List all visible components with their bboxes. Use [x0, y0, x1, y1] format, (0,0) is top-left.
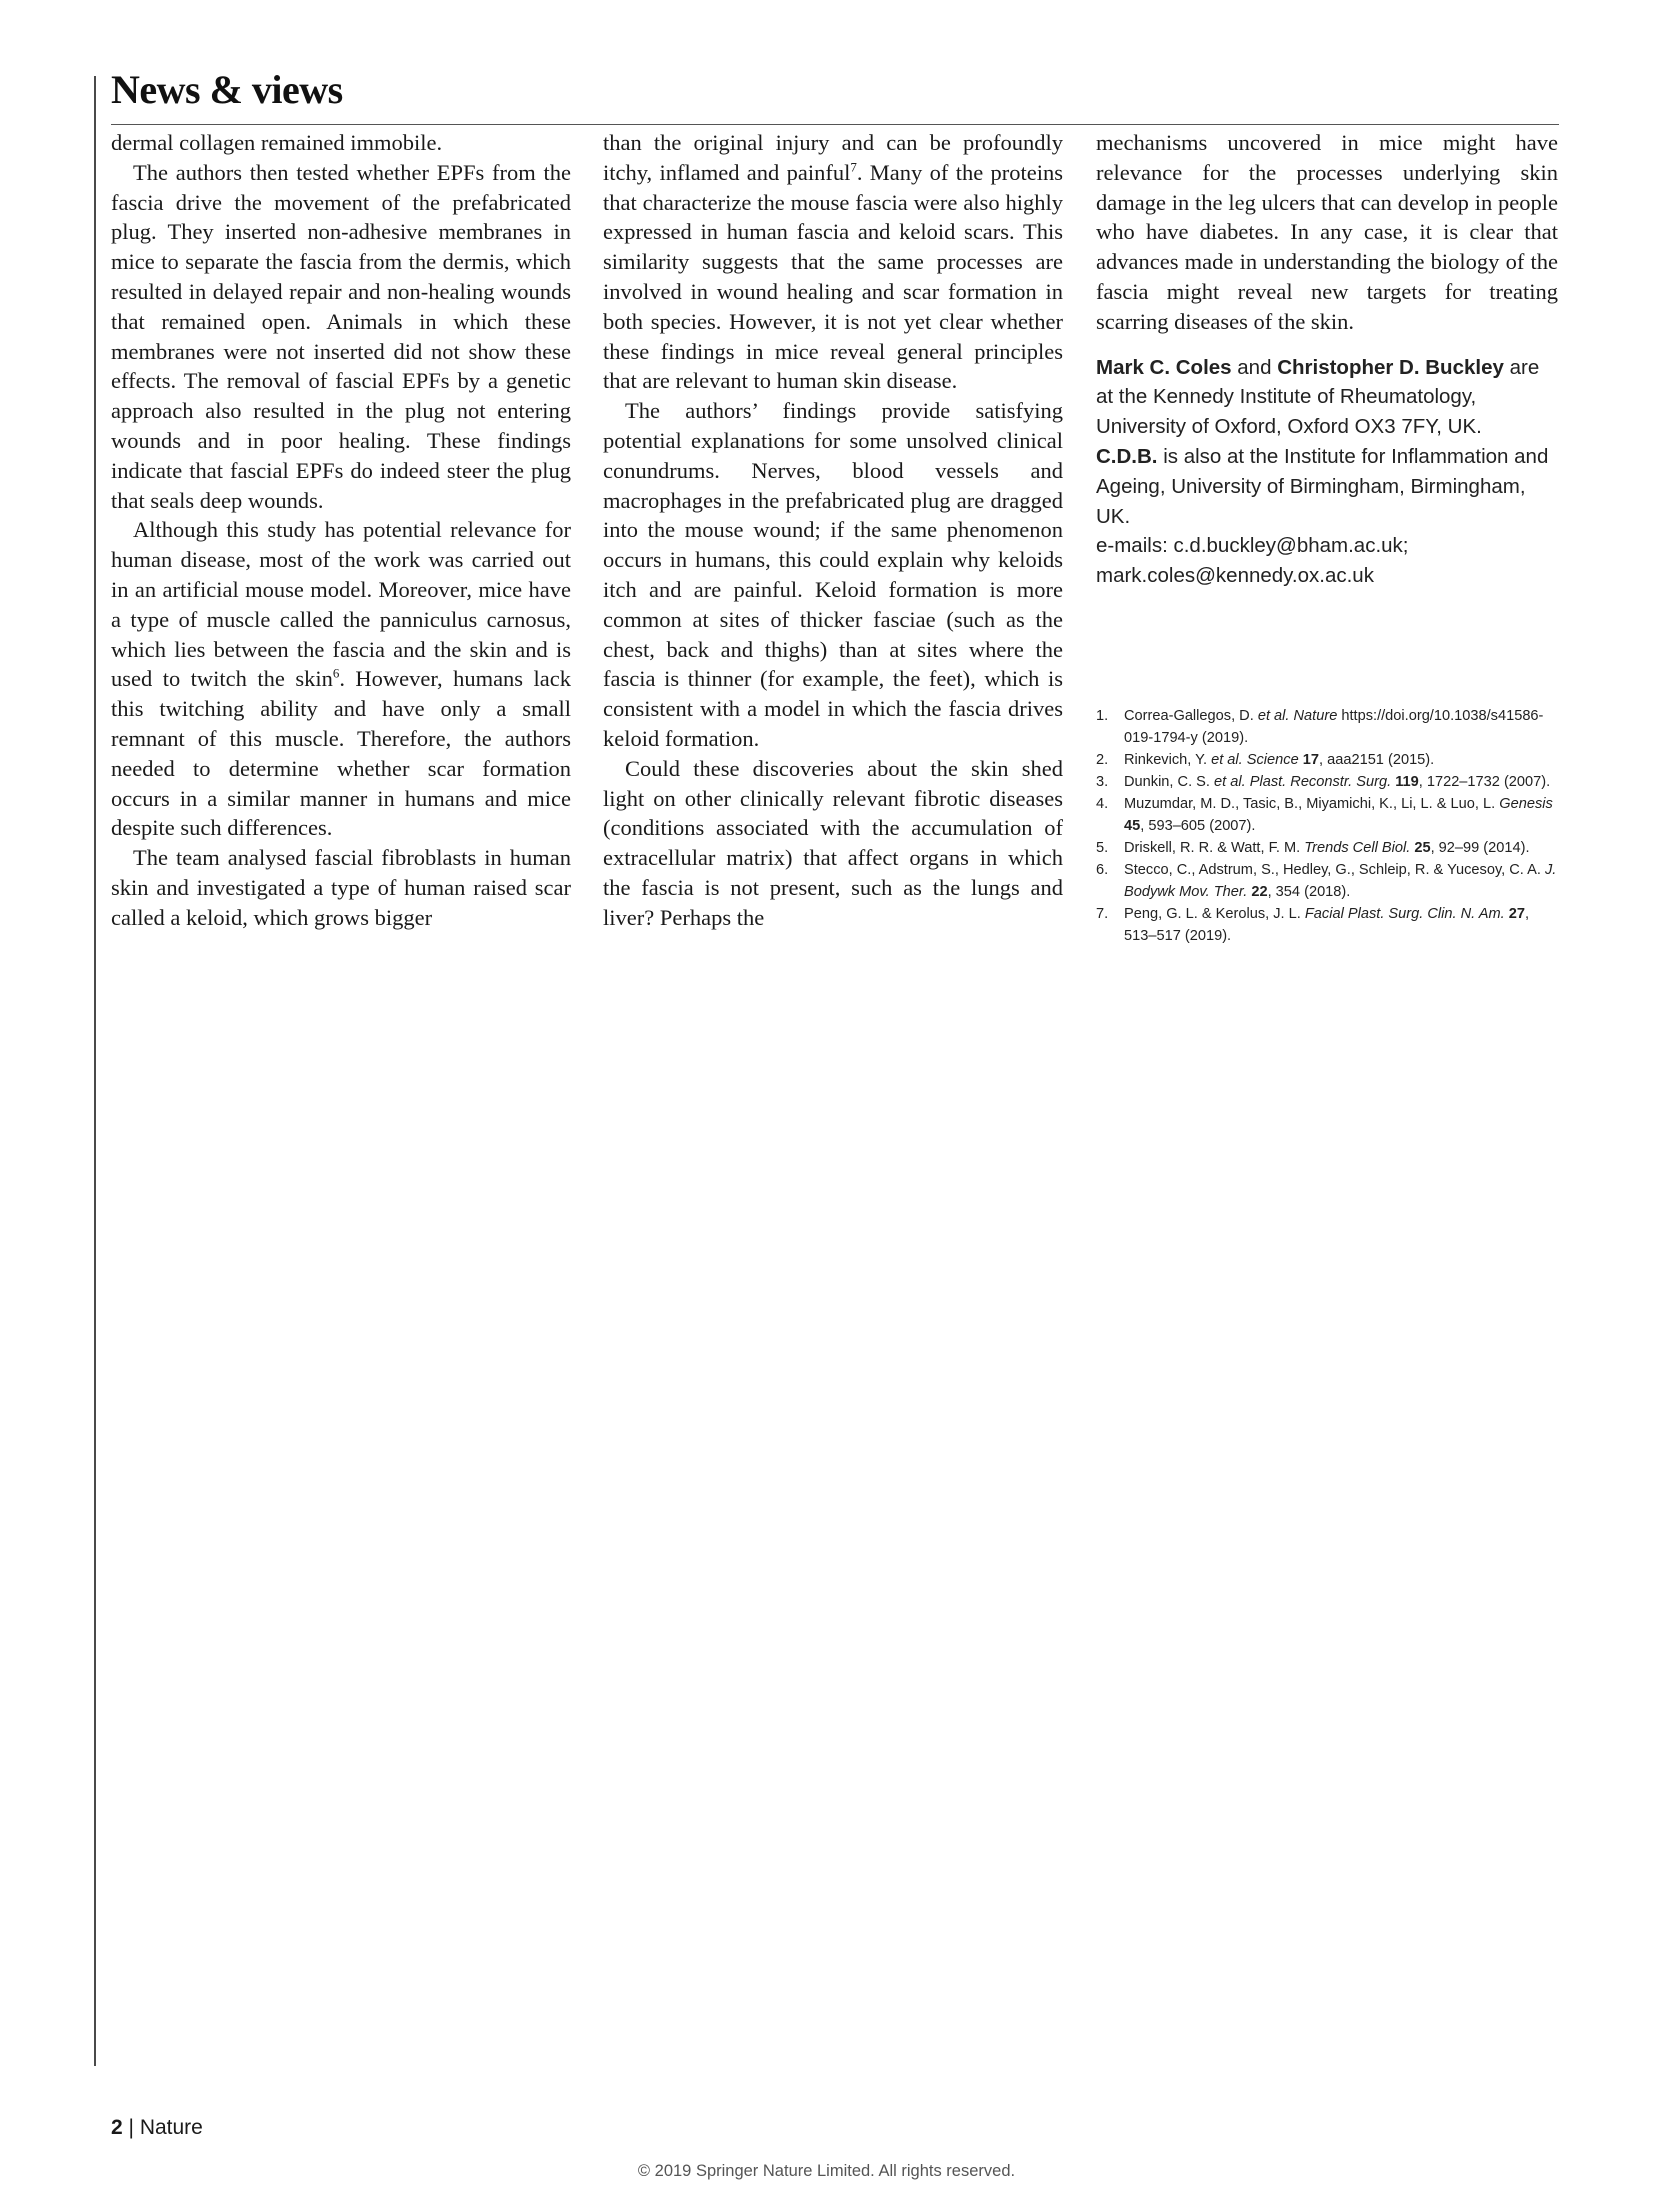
citation-superscript: 6	[332, 665, 340, 681]
author-affiliations: Mark C. Coles and Christopher D. Buckley are at the Kennedy Institute of Rheumatology, University of Oxford, Oxford OX3 7FY, UK. C.D.B. is also at the Institute for Inflammation and Ageing, University of Birmingham, Birmingham, UK. e-mails: c.d.buckley@bham.ac.uk; mark.coles@kennedy.ox.ac.uk	[1096, 355, 1549, 588]
article-column-1	[111, 128, 571, 933]
journal-name: Nature	[139, 2116, 203, 2139]
section-title: News & views	[111, 67, 343, 112]
page-header	[111, 66, 1559, 125]
paragraph: Although this study has potential relevance for human disease, most of the work was carried out in an artificial mouse model. Moreover, mice have a type of muscle called the panniculus carnosus, which lies between the fascia and the skin and is used to twitch the skin$^6$. However, humans lack this twitching ability and have only a small remnant of this muscle. Therefore, the authors needed to determine whether scar formation occurs in a similar manner in humans and mice despite such differences.	[111, 517, 571, 841]
page-number: 2	[111, 2116, 123, 2139]
reference-item: 4. Muzumdar, M. D., Tasic, B., Miyamichi, K., Li, L. & Luo, L. Genesis 45, 593–605 (2007).	[1096, 796, 1553, 834]
reference-item: 6. Stecco, C., Adstrum, S., Hedley, G., Schleip, R. & Yucesoy, C. A. J. Bodywk Mov. Ther. 22, 354 (2018).	[1096, 862, 1557, 900]
reference-item: 7. Peng, G. L. & Kerolus, J. L. Facial Plast. Surg. Clin. N. Am. 27, 513–517 (2019).	[1096, 906, 1530, 944]
reference-item: 2. Rinkevich, Y. et al. Science 17, aaa2151 (2015).	[1096, 752, 1435, 768]
paragraph: dermal collagen remained immobile.	[111, 130, 443, 155]
citation-superscript: 7	[850, 159, 857, 175]
paragraph: The authors’ findings provide satisfying potential explanations for some unsolved clinical conundrums. Nerves, blood vessels and macrophages in the prefabricated plug are dragged into the mouse wound; if the same phenomenon occurs in humans, this could explain why keloids itch and are painful. Keloid formation is more common at sites of thicker fasciae (such as the chest, back and thighs) than at sites where the fascia is thinner (for example, the feet), which is consistent with a model in which the fascia drives keloid formation.	[603, 398, 1063, 751]
email-link[interactable]: c.d.buckley@bham.ac.uk;	[1173, 534, 1409, 558]
paragraph: than the original injury and can be profoundly itchy, inflamed and painful$^7$. Many of the proteins that characterize the mouse fascia were also highly expressed in human fascia and keloid scars. This similarity suggests that the same processes are involved in wound healing and scar formation in both species. However, it is not yet clear whether these findings in mice reveal general principles that are relevant to human skin disease.	[603, 130, 1064, 394]
reference-item: 1. Correa-Gallegos, D. et al. Nature https://doi.org/10.1038/s41586-019-1794-y (2019).	[1096, 708, 1544, 746]
author-initials: C.D.B.	[1096, 444, 1158, 468]
paragraph: The authors then tested whether EPFs from the fascia drive the movement of the prefabricated plug. They inserted non-adhesive membranes in mice to separate the fascia from the dermis, which resulted in delayed repair and non-healing wounds that remained open. Animals in which these membranes were not inserted did not show these effects. The removal of fascial EPFs by a genetic approach also resulted in the plug not entering wounds and in poor healing. These findings indicate that fascial EPFs do indeed steer the plug that seals deep wounds.	[111, 159, 571, 513]
copyright-notice: © 2019 Springer Nature Limited. All rights reserved.	[637, 2162, 1016, 2180]
paragraph: mechanisms uncovered in mice might have relevance for the processes underlying skin damage in the leg ulcers that can develop in people who have diabetes. In any case, it is clear that advances made in understanding the biology of the fascia might reveal new targets for treating scarring diseases of the skin.	[1096, 130, 1558, 334]
reference-item: 3. Dunkin, C. S. et al. Plast. Reconstr. Surg. 119, 1722–1732 (2007).	[1096, 774, 1551, 790]
article-column-3	[1096, 128, 1558, 591]
author-name: Christopher D. Buckley	[1277, 355, 1504, 379]
left-margin-rule	[94, 76, 96, 2066]
article-column-2	[603, 128, 1063, 933]
author-name: Mark C. Coles	[1096, 355, 1232, 379]
reference-item: 5. Driskell, R. R. & Watt, F. M. Trends Cell Biol. 25, 92–99 (2014).	[1096, 840, 1530, 856]
paragraph: The team analysed fascial fibroblasts in human skin and investigated a type of human raised scar called a keloid, which grows bigger	[111, 845, 571, 930]
email-link[interactable]: mark.coles@kennedy.ox.ac.uk	[1096, 564, 1374, 588]
paragraph: Could these discoveries about the skin shed light on other clinically relevant fibrotic diseases (conditions associated with the accumulation of extracellular matrix) that affect organs in which the fascia is not present, such as the lungs and liver? Perhaps the	[603, 755, 1063, 930]
page-footer: 2 | Nature	[111, 2116, 203, 2139]
reference-list	[1096, 705, 1558, 947]
